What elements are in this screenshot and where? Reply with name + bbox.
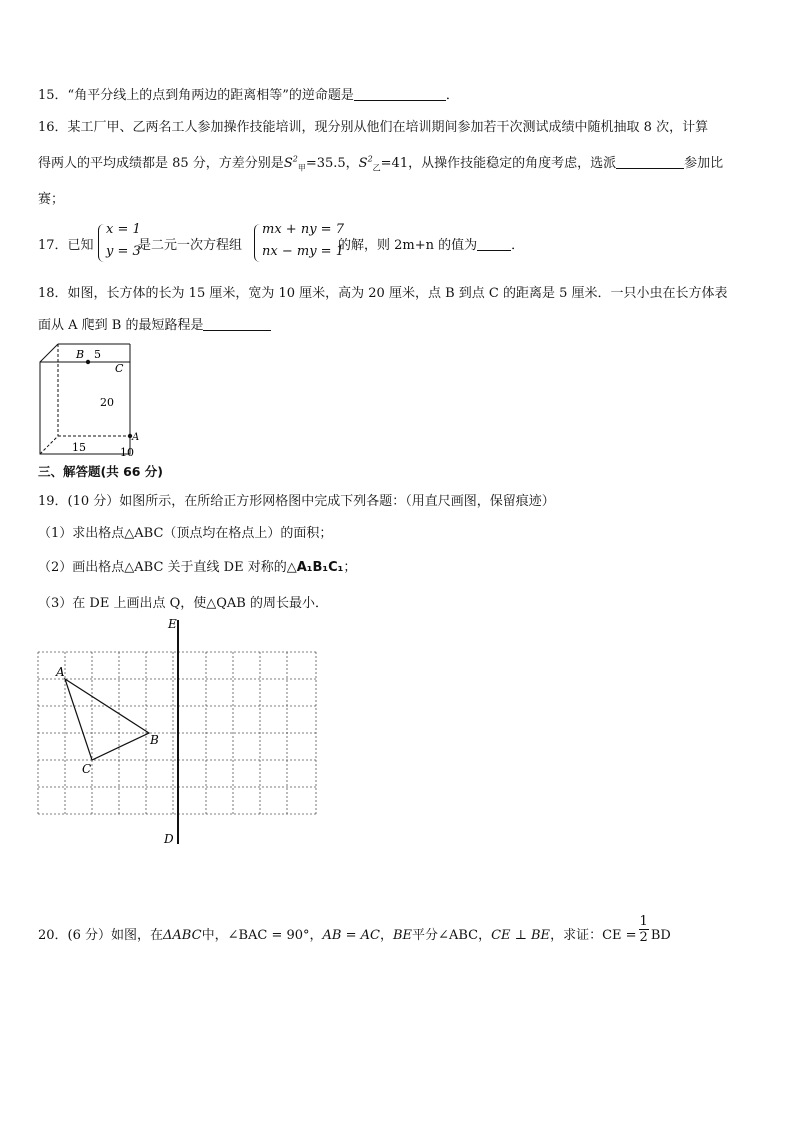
- label-d: D: [164, 832, 174, 846]
- q20-prove: ，求证：CE =: [550, 928, 637, 943]
- question-16-line-2: [38, 152, 723, 174]
- label-b: B: [150, 733, 159, 747]
- section-3-title: 三、解答题(共 66 分): [38, 464, 164, 479]
- question-16-line-3: [38, 188, 64, 207]
- fraction-denominator: 2: [639, 930, 648, 945]
- q17-suffix-line: [338, 234, 524, 253]
- grid-figure: [36, 614, 320, 848]
- q19-p1-text: （1）求出格点△ABC（顶点均在格点上）的面积；: [38, 526, 333, 541]
- variance-symbol-2: $S^2_乙$: [358, 154, 381, 173]
- q17-mid: 是二元一次方程组: [138, 238, 243, 253]
- label-a: A: [132, 432, 140, 443]
- question-20: [38, 912, 671, 952]
- q17-answer-blank[interactable]: [477, 238, 511, 251]
- q20-ce-perp-be: CE ⊥ BE: [491, 928, 551, 943]
- q19-p2-text: （2）画出格点△ABC 关于直线 DE 对称的△: [38, 560, 297, 575]
- q17-suffix: 的解，则 2m+n 的值为: [338, 238, 478, 253]
- q17-prefix: 17．已知: [38, 238, 94, 253]
- solution-x: x = 1: [106, 222, 141, 237]
- question-18-line-2: [38, 314, 271, 333]
- fraction-numerator: 1: [639, 914, 648, 929]
- q16-line2-tail: 参加比: [684, 156, 724, 171]
- question-15: [38, 84, 459, 103]
- q15-text: 15．“角平分线上的点到角两边的距离相等”的逆命题是: [38, 88, 354, 103]
- label-c: C: [115, 362, 124, 375]
- q20-comma: ，: [379, 928, 393, 943]
- q18-line1-text: 18．如图，长方体的长为 15 厘米，宽为 10 厘米，高为 20 厘米，点 B 到点 C 的距离是 5 厘米．一只小虫在长方体表: [38, 286, 728, 301]
- q20-bd: BD: [650, 928, 671, 943]
- label-e: E: [168, 617, 177, 631]
- q16-line1-text: 16．某工厂甲、乙两名工人参加操作技能培训，现分别从他们在培训期间参加若干次测试成绩中随机抽取 8 次，计算: [38, 120, 709, 135]
- q16-line2-text: 得两人的平均成绩都是 85 分，方差分别是: [38, 156, 284, 171]
- q20-intro: 20．(6 分）如图，在: [38, 928, 164, 943]
- q19-p2-tail: ；: [343, 560, 357, 575]
- q19-p3-text: （3）在 DE 上画出点 Q，使△QAB 的周长最小．: [38, 596, 328, 611]
- question-19-part-2: [38, 556, 356, 575]
- q20-ab-eq-ac: AB = AC: [322, 928, 380, 943]
- q20-angle: 中，∠BAC = 90°，: [201, 928, 323, 943]
- label-20: 20: [100, 396, 114, 409]
- q16-line3-text: 赛；: [38, 192, 65, 207]
- question-19-part-3: [38, 592, 328, 611]
- question-19-line-1: [38, 490, 555, 509]
- label-c: C: [82, 762, 92, 776]
- question-19-part-1: [38, 522, 332, 541]
- label-15: 15: [72, 441, 86, 454]
- label-5: 5: [94, 348, 101, 361]
- q20-bisects: 平分∠ABC，: [412, 928, 492, 943]
- question-18-line-1: [38, 282, 728, 301]
- solution-y: y = 3: [106, 244, 141, 259]
- system-brace-2: [254, 224, 261, 262]
- triangle-abc: [65, 679, 149, 760]
- label-a: A: [56, 665, 65, 679]
- q18-answer-blank[interactable]: [203, 318, 271, 331]
- q15-tail: ．: [445, 88, 459, 103]
- q19-line1-text: 19．(10 分）如图所示，在所给正方形网格图中完成下列各题：（用直尺画图，保留痕迹）: [38, 494, 555, 509]
- variance-symbol-1: $S^2_甲$: [283, 154, 306, 173]
- system-brace-1: [98, 224, 105, 262]
- cuboid-figure: [36, 340, 148, 458]
- equation-1: mx + ny = 7: [262, 222, 344, 237]
- label-b: B: [76, 348, 85, 361]
- variance-value-2: =41，从操作技能稳定的角度考虑，选派: [380, 156, 617, 171]
- label-10: 10: [120, 446, 134, 458]
- q20-fraction: [639, 914, 649, 945]
- q19-triangle-a1b1c1: A₁B₁C₁: [296, 560, 344, 575]
- equation-2: nx − my = 1: [262, 244, 344, 259]
- question-16-line-1: [38, 116, 708, 135]
- q16-answer-blank[interactable]: [616, 156, 684, 169]
- q18-line2-text: 面从 A 爬到 B 的最短路程是: [38, 318, 204, 333]
- point-b-dot: [86, 360, 90, 364]
- q20-be: BE: [393, 928, 413, 943]
- q20-triangle: ΔABC: [163, 928, 202, 943]
- q15-answer-blank[interactable]: [354, 88, 446, 101]
- question-17: [38, 222, 598, 266]
- q17-tail: ．: [511, 238, 525, 253]
- variance-value-1: =35.5，: [305, 156, 359, 171]
